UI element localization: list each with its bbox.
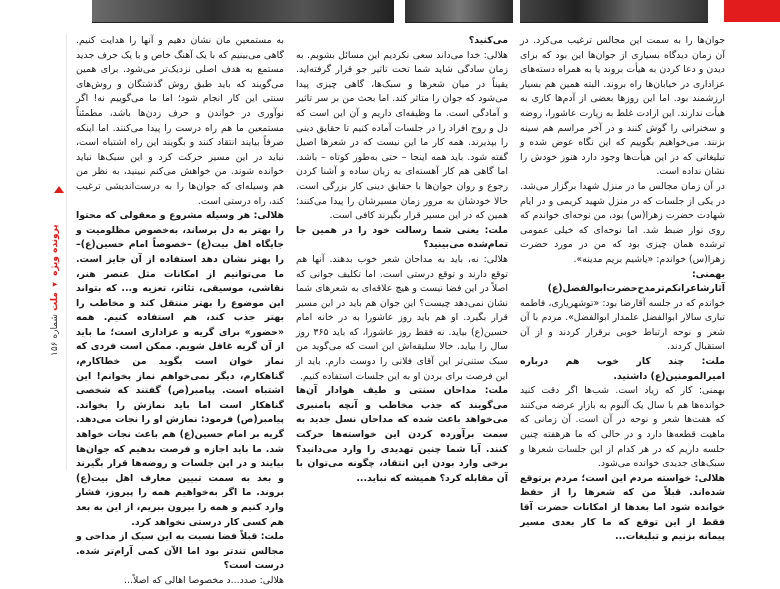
question-paragraph: می‌کنید؟ bbox=[468, 35, 508, 46]
corner-accent bbox=[714, 0, 780, 24]
question-paragraph: ملت: چند کار خوب هم درباره امیرالمومنین(ع) داشتید. bbox=[520, 356, 725, 382]
question-paragraph: ملت: مداحان سنتی و طیف هوادار آن‌ها می‌گویند که جذب مخاطب و آنچه بامنبری می‌خواهد باعث شده که مداحان نسل جدید به سمت برآورده کردن این خواسته‌ها حرکت کنند. آیا شما چنین تهدیدی را وارد می‌دانید؟ برخی وارد بودن این انتقاد، چگونه می‌توان با آن مقابله کرد؟ همیشه که نباید... bbox=[296, 385, 508, 484]
side-label-title: پرونده ویژه bbox=[50, 224, 60, 276]
question-paragraph: بهمنی: آثارشاعرانکم‌ترمدح‌حضرت‌ابوالفضل(ع) bbox=[547, 268, 725, 295]
body-paragraph: هلالی: نه، باید به مداحان شعر خوب بدهند. آنها هم توقع دارند و توقع درستی است. اما تکلیف جوانی که اصلاً در این فضا نیست و هیچ علاقه‌ای به شعرهای شما نشان نمی‌دهد چیست؟ این جوان هم باید در این مسیر قرار بگیرد. او هم باید روز عاشورا به در خانه امام حسین(ع) بیاید. نه فقط روز عاشورا، که باید ۳۶۵ روز سال را بیاید. حالا سلیقه‌اش این است که می‌گوید من سبک ستنی‌تر این آقای فلانی را دوست دارم. باید از این فرصت برای بردن او به این جلسات استفاده کنیم. bbox=[296, 253, 509, 382]
question-paragraph: ملت: قبلاً فضا نسبت به این سبک از مداحی و مجالس تندتر بود اما الآن کمی آرام‌تر شده. درست است؟ bbox=[76, 531, 284, 572]
side-label: پرونده ویژه ◂ ملت شماره ۱۵۶ bbox=[50, 224, 60, 356]
body-paragraph: هلالی: خدا می‌داند سعی نکردیم این مسائل بشویم. به زمان سادگی شاید شما تحت تاثیر جو قرار گرفته‌اید. یقیناً در میان شعرها و سبک‌ها، گاهی چیزی پیدا می‌شود که جوان را متاثر کند. اما بحث من بر سر تاثیر و آمادگی است. ما وظیفه‌ای داریم و آن این است که دل و روح افراد را در جلسات آماده کنیم تا حقایق دینی را بپذیرند. همه کار ما این نیست که در شعرها اصیل گفته شود. باید همه اینجا – حتی به‌طور کوتاه – باشد. اما گاهی هم کار آهسته‌ای به زبان ساده و آشنا کردن رجوع و روان جوان‌ها با حقایق دینی کار بزرگی است. حالا خودشان به مرور زمان مسیرشان را پیدا می‌کنند؛ همین که در این مسیر قرار بگیرند کافی است. bbox=[296, 49, 508, 222]
side-label-page: شماره ۱۵۶ bbox=[50, 313, 60, 356]
question-paragraph: هلالی: هر وسیله مشروع و معقولی که محتوا را بهتر به دل برساند، به‌خصوص مظلومیت و جایگاه اهل بیت(ع) –خصوصاً امام حسین(ع)– را بهتر نشان دهد استفاده از آن جایز است. ما می‌توانیم از امکانات مثل عنصر هنر، نقاشی، موسیقی، تئاتر، تعزیه و... که بتواند این موضوع را بهتر منتقل کند و مخاطب را بهتر جذب کند، هم استفاده کنیم. همه «حضور» برای گریه و عزاداری است؛ ما باید از آن گریه غافل شویم. ممکن است فردی که نماز خوان است بگوید من خطاکارم، گناهکارم، دیگر نمی‌خواهم نماز بخوانم! این اشتباه است. پیامبر(ص) گفتند که شخصی گناهکار است اما باید نمازش را بخواند. پیامبر(ص) فرمود: نمازش او را نجات می‌دهد. گریه بر امام حسین(ع) هم باعث نجات خواهد شد. ما باید اجازه و فرصت بدهیم که جوان‌ها بیایند و در این جلسات و روضه‌ها قرار بگیرند و بعد به سمت تبیین معارف اهل بیت‌(ع) بروند. ما اگر به‌خواهیم همه را پیروز، فشار وارد کنیم و همه را بیرون ببریم، از این به بعد هم کسی کار درستی نخواهد کرد. bbox=[76, 210, 284, 528]
body-paragraph: در آن زمان مجالس ما در منزل شهدا برگزار می‌شد. در یکی از جلسات که در منزل شهید کریمی و در ایام شهادت حضرت زهرا(س) بود، من نوحه‌ای خواندم که روی نوار ضبط شد. اما نوحه‌ای که خیلی عمومی ترشده همان چیزی بود که من در مورد حضرت زهرا(س) خواندم: «یاشیم بریم مدینه». bbox=[520, 180, 725, 265]
header-photo-left bbox=[92, 0, 394, 23]
header-photo-strip bbox=[0, 0, 780, 24]
body-paragraph: هلالی: صدد...د مخصوصا اهالی که اصلاً... bbox=[124, 574, 284, 586]
question-paragraph: ملت: یعنی شما رسالت خود را در همین جا تمام‌شده می‌بینید؟ bbox=[296, 224, 508, 251]
red-accent-block bbox=[724, 0, 780, 22]
body-paragraph: به مستمعین مان نشان دهیم و آنها را هدایت کنیم. گاهی می‌بینیم که با یک آهنگ خاص و با یک حرف جدید مستمع به هدف اصلی نزدیک‌تر می‌شود. برای همین می‌گویند که باید طبق روش گذشتگان و روش‌های سنتی این کار انجام شود؛ اما ما می‌گوییم نه! اگر نوآوری در خواندن و حرف زدن‌ها باشد، مطمئناً مستمعین ما هم راه درست را پیدا می‌کنند. اما اینکه صرفاً بیایند انتقاد کنند و بگویند این راه اشتباه است، نباید در این مسیر حرکت کرد و این سبک‌ها نباید خوانده شوند. من خواهش می‌کنم نبینید، به نظر من هم وسیله‌ای که جوان‌ها را به درست‌اندیشی ترغیب کند، راه درستی است. bbox=[76, 35, 284, 207]
body-paragraph: بهمنی: کار که زیاد است. شب‌ها اگر دقت کنید خوانده‌ها هم با سال یک آلبوم به بازار عرضه می‌کنند که هفت‌ها شعر و نوحه در آن است. آن زمانی که ماهیت قطعه‌ها دارد و در حالی که ما هرهفته چنین جلسه داریم که در هر کدام از این جلسات شعرها و سبک‌های جدیدی خوانده می‌شود. bbox=[520, 385, 725, 470]
body-paragraph: خواندم که در جلسه آقارضا بود: «توشهریاری، فاطمه تباری سالار ابوالفضل علمدار ابوالفضل». مردم با آن شعر و نوحه ارتباط خوبی برقرار کردند و از آن استقبال کردند. bbox=[520, 297, 725, 353]
body-paragraph: جوان‌ها را به سمت این مجالس ترغیب می‌کرد. در آن زمان دیدگاه بسیاری از جوان‌ها این بود که برای دیدن و دعا کردن به هیأت بروند یا به همراه دسته‌های عزاداری در خیابان‌ها راه بروند. البته همین هم بسیار ارزشمند بود. اما این روزها بعضی از آدم‌ها کاری به هیأت ندارند. این ارادت غلط به زیارت عاشورا، روضه و سخنرانی را گوش کنند و در آخر مراسم هم سینه بزنند. می‌خواهیم بگوییم که این نگاه عوض شده و تبلیغاتی که در این هیأت‌ها وجود دارد هنوز خودش را نشان نداده است. bbox=[520, 35, 725, 178]
side-label-issue: ملت bbox=[50, 291, 60, 311]
article-column-left bbox=[76, 34, 284, 586]
question-paragraph: هلالی: خواسته مردم این است؛ مردم برتوقع شده‌اند. قبلاً من که شعرها را از حفظ خوانده شود اما بعدها از امکانات حضرت آقا فقط از این توقع که ما کار بعدی مسیر پیمانه بزنیم و تبلیغات... bbox=[520, 472, 725, 543]
margin-divider bbox=[66, 34, 67, 470]
header-photo-right bbox=[520, 0, 708, 23]
header-photo-center bbox=[405, 0, 513, 23]
article-column-right bbox=[520, 34, 725, 543]
article-column-middle bbox=[296, 34, 509, 484]
